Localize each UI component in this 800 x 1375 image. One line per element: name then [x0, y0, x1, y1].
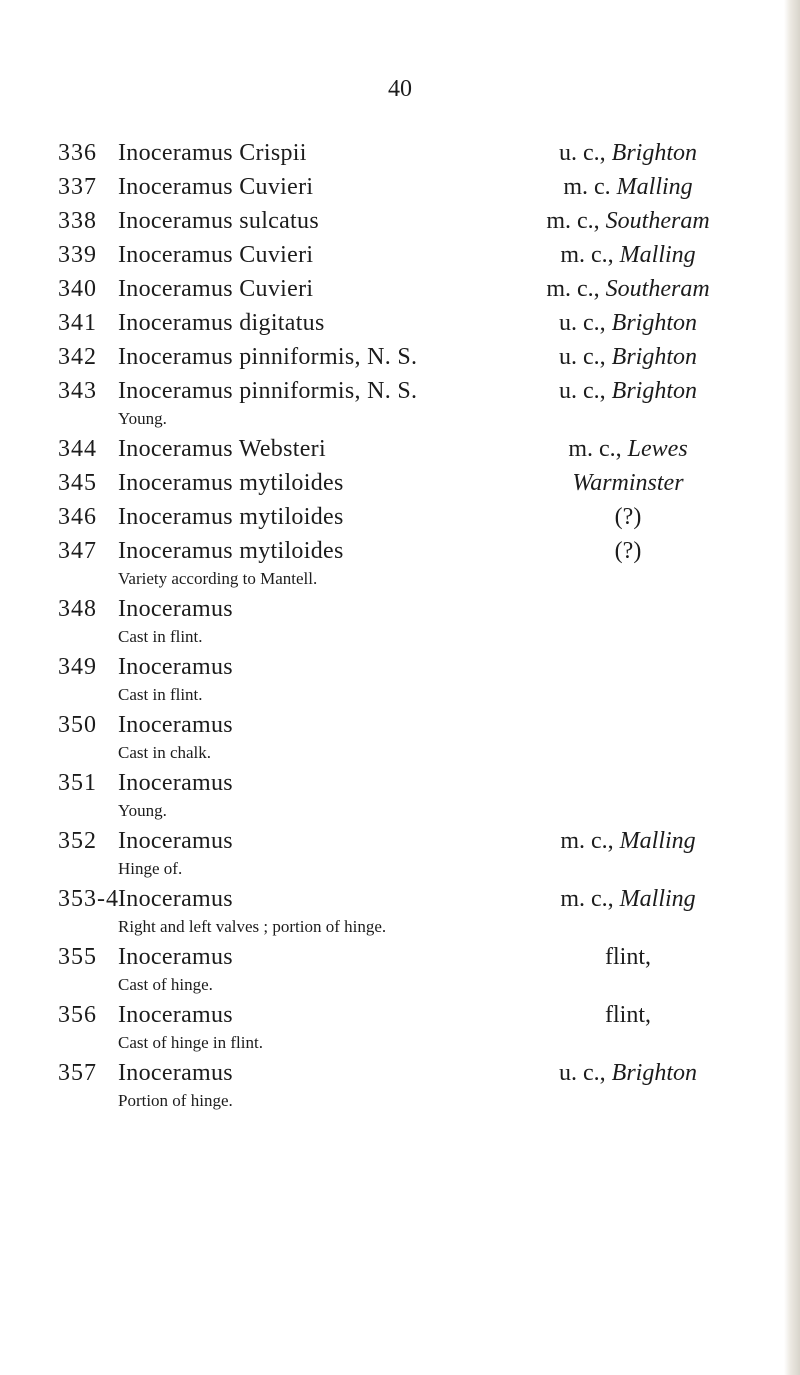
- entry-note: Young.: [118, 409, 167, 428]
- species-name: Inoceramus mytiloides: [118, 504, 344, 530]
- specimen-number: 355: [58, 944, 97, 970]
- entry-line: [58, 306, 768, 340]
- catalogue-entry: [58, 824, 768, 882]
- locality-place: Malling: [619, 242, 696, 268]
- locality-horizon: m. c.,: [560, 886, 620, 912]
- specimen-number: 344: [58, 436, 97, 462]
- specimen-number: 343: [58, 378, 97, 404]
- species-name: Inoceramus pinniformis, N. S.: [118, 344, 418, 370]
- entry-line: [58, 1056, 768, 1092]
- entry-note: Right and left valves ; portion of hinge.: [118, 917, 387, 936]
- species-name: Inoceramus: [118, 1002, 233, 1028]
- catalogue-entries: [58, 136, 768, 1114]
- catalogue-entry: [58, 882, 768, 940]
- entry-line: [58, 592, 768, 628]
- specimen-number: 339: [58, 242, 97, 268]
- locality-place: Southeram: [605, 208, 710, 234]
- locality-horizon: u. c.,: [559, 1060, 612, 1086]
- locality: [488, 306, 768, 340]
- species-name: Inoceramus: [118, 596, 233, 622]
- entry-note: Portion of hinge.: [118, 1091, 233, 1110]
- species-name: Inoceramus Cuvieri: [118, 242, 314, 268]
- locality: [488, 940, 768, 974]
- specimen-number: 342: [58, 344, 97, 370]
- locality-horizon: (?): [614, 538, 642, 564]
- specimen-number: 351: [58, 770, 97, 796]
- locality-place: Southeram: [605, 276, 710, 302]
- catalogue-entry: [58, 1056, 768, 1114]
- catalogue-entry: [58, 306, 768, 340]
- locality: [488, 998, 768, 1032]
- catalogue-entry: [58, 340, 768, 374]
- entry-note: Cast in flint.: [118, 685, 203, 704]
- specimen-number: 340: [58, 276, 97, 302]
- species-name: Inoceramus: [118, 1060, 233, 1086]
- catalogue-entry: [58, 940, 768, 998]
- locality-horizon: m. c.,: [546, 208, 606, 234]
- catalogue-entry: [58, 374, 768, 432]
- entry-note: Cast of hinge in flint.: [118, 1033, 263, 1052]
- species-name: Inoceramus mytiloides: [118, 538, 344, 564]
- locality-horizon: u. c.,: [559, 344, 612, 370]
- catalogue-entry: [58, 170, 768, 204]
- locality-horizon: flint,: [605, 944, 651, 970]
- entry-line: [58, 882, 768, 918]
- locality: [488, 882, 768, 916]
- locality-place: Brighton: [611, 1060, 697, 1086]
- locality-place: Malling: [616, 174, 693, 200]
- species-name: Inoceramus sulcatus: [118, 208, 319, 234]
- entry-line: [58, 272, 768, 306]
- entry-note: Hinge of.: [118, 859, 183, 878]
- entry-note: Cast in flint.: [118, 627, 203, 646]
- species-name: Inoceramus: [118, 944, 233, 970]
- locality: [488, 374, 768, 408]
- entry-note: Variety according to Mantell.: [118, 569, 318, 588]
- specimen-number: 345: [58, 470, 97, 496]
- locality-horizon: u. c.,: [559, 140, 612, 166]
- species-name: Inoceramus mytiloides: [118, 470, 344, 496]
- entry-line: [58, 940, 768, 976]
- entry-line: [58, 170, 768, 204]
- catalogue-entry: [58, 272, 768, 306]
- locality-place: Brighton: [611, 344, 697, 370]
- entry-line: [58, 998, 768, 1034]
- locality: [488, 500, 768, 534]
- locality-place: Brighton: [611, 140, 697, 166]
- locality: [488, 340, 768, 374]
- specimen-number: 353-4: [58, 886, 119, 912]
- page-number: 40: [388, 76, 412, 102]
- specimen-number: 356: [58, 1002, 97, 1028]
- species-name: Inoceramus Cuvieri: [118, 174, 314, 200]
- locality-place: Malling: [619, 828, 696, 854]
- catalogue-entry: [58, 136, 768, 170]
- species-name: Inoceramus: [118, 828, 233, 854]
- locality-place: Warminster: [572, 470, 684, 496]
- species-name: Inoceramus: [118, 886, 233, 912]
- locality: [488, 1056, 768, 1090]
- species-name: Inoceramus Cuvieri: [118, 276, 314, 302]
- entry-line: [58, 500, 768, 534]
- locality: [488, 136, 768, 170]
- locality-place: Brighton: [611, 310, 697, 336]
- locality: [488, 824, 768, 858]
- specimen-number: 336: [58, 140, 97, 166]
- entry-line: [58, 238, 768, 272]
- catalogue-entry: [58, 204, 768, 238]
- catalogue-entry: [58, 650, 768, 708]
- specimen-number: 347: [58, 538, 97, 564]
- species-name: Inoceramus Websteri: [118, 436, 326, 462]
- entry-line: [58, 534, 768, 570]
- entry-line: [58, 766, 768, 802]
- locality-place: Malling: [619, 886, 696, 912]
- species-name: Inoceramus: [118, 654, 233, 680]
- page-edge-shadow: [784, 0, 800, 1375]
- entry-line: [58, 136, 768, 170]
- locality-horizon: (?): [614, 504, 642, 530]
- locality-place: Brighton: [611, 378, 697, 404]
- specimen-number: 338: [58, 208, 97, 234]
- catalogue-entry: [58, 998, 768, 1056]
- entry-line: [58, 824, 768, 860]
- entry-line: [58, 708, 768, 744]
- specimen-number: 337: [58, 174, 97, 200]
- locality: [488, 238, 768, 272]
- catalogue-entry: [58, 592, 768, 650]
- species-name: Inoceramus Crispii: [118, 140, 307, 166]
- specimen-number: 348: [58, 596, 97, 622]
- locality-horizon: m. c.,: [546, 276, 606, 302]
- locality-horizon: m. c.,: [568, 436, 628, 462]
- specimen-number: 341: [58, 310, 97, 336]
- locality-horizon: m. c.,: [560, 828, 620, 854]
- locality-horizon: u. c.,: [559, 378, 612, 404]
- locality: [488, 432, 768, 466]
- locality-horizon: m. c.,: [560, 242, 620, 268]
- locality-place: Lewes: [627, 436, 688, 462]
- locality-horizon: m. c.: [563, 174, 617, 200]
- locality: [488, 272, 768, 306]
- specimen-number: 349: [58, 654, 97, 680]
- entry-line: [58, 466, 768, 500]
- entry-line: [58, 340, 768, 374]
- catalogue-entry: [58, 500, 768, 534]
- catalogue-entry: [58, 534, 768, 592]
- entry-line: [58, 374, 768, 410]
- catalogue-entry: [58, 466, 768, 500]
- catalogue-entry: [58, 432, 768, 466]
- specimen-number: 346: [58, 504, 97, 530]
- entry-note: Cast of hinge.: [118, 975, 213, 994]
- entry-line: [58, 650, 768, 686]
- species-name: Inoceramus digitatus: [118, 310, 325, 336]
- locality: [488, 466, 768, 500]
- specimen-number: 352: [58, 828, 97, 854]
- catalogue-entry: [58, 766, 768, 824]
- locality-horizon: u. c.,: [559, 310, 612, 336]
- entry-note: Cast in chalk.: [118, 743, 212, 762]
- entry-note: Young.: [118, 801, 167, 820]
- catalogue-entry: [58, 238, 768, 272]
- locality: [488, 534, 768, 568]
- catalogue-entry: [58, 708, 768, 766]
- entry-line: [58, 204, 768, 238]
- locality: [488, 170, 768, 204]
- locality-horizon: flint,: [605, 1002, 651, 1028]
- species-name: Inoceramus: [118, 770, 233, 796]
- specimen-number: 350: [58, 712, 97, 738]
- entry-line: [58, 432, 768, 466]
- species-name: Inoceramus: [118, 712, 233, 738]
- locality: [488, 204, 768, 238]
- specimen-number: 357: [58, 1060, 97, 1086]
- species-name: Inoceramus pinniformis, N. S.: [118, 378, 418, 404]
